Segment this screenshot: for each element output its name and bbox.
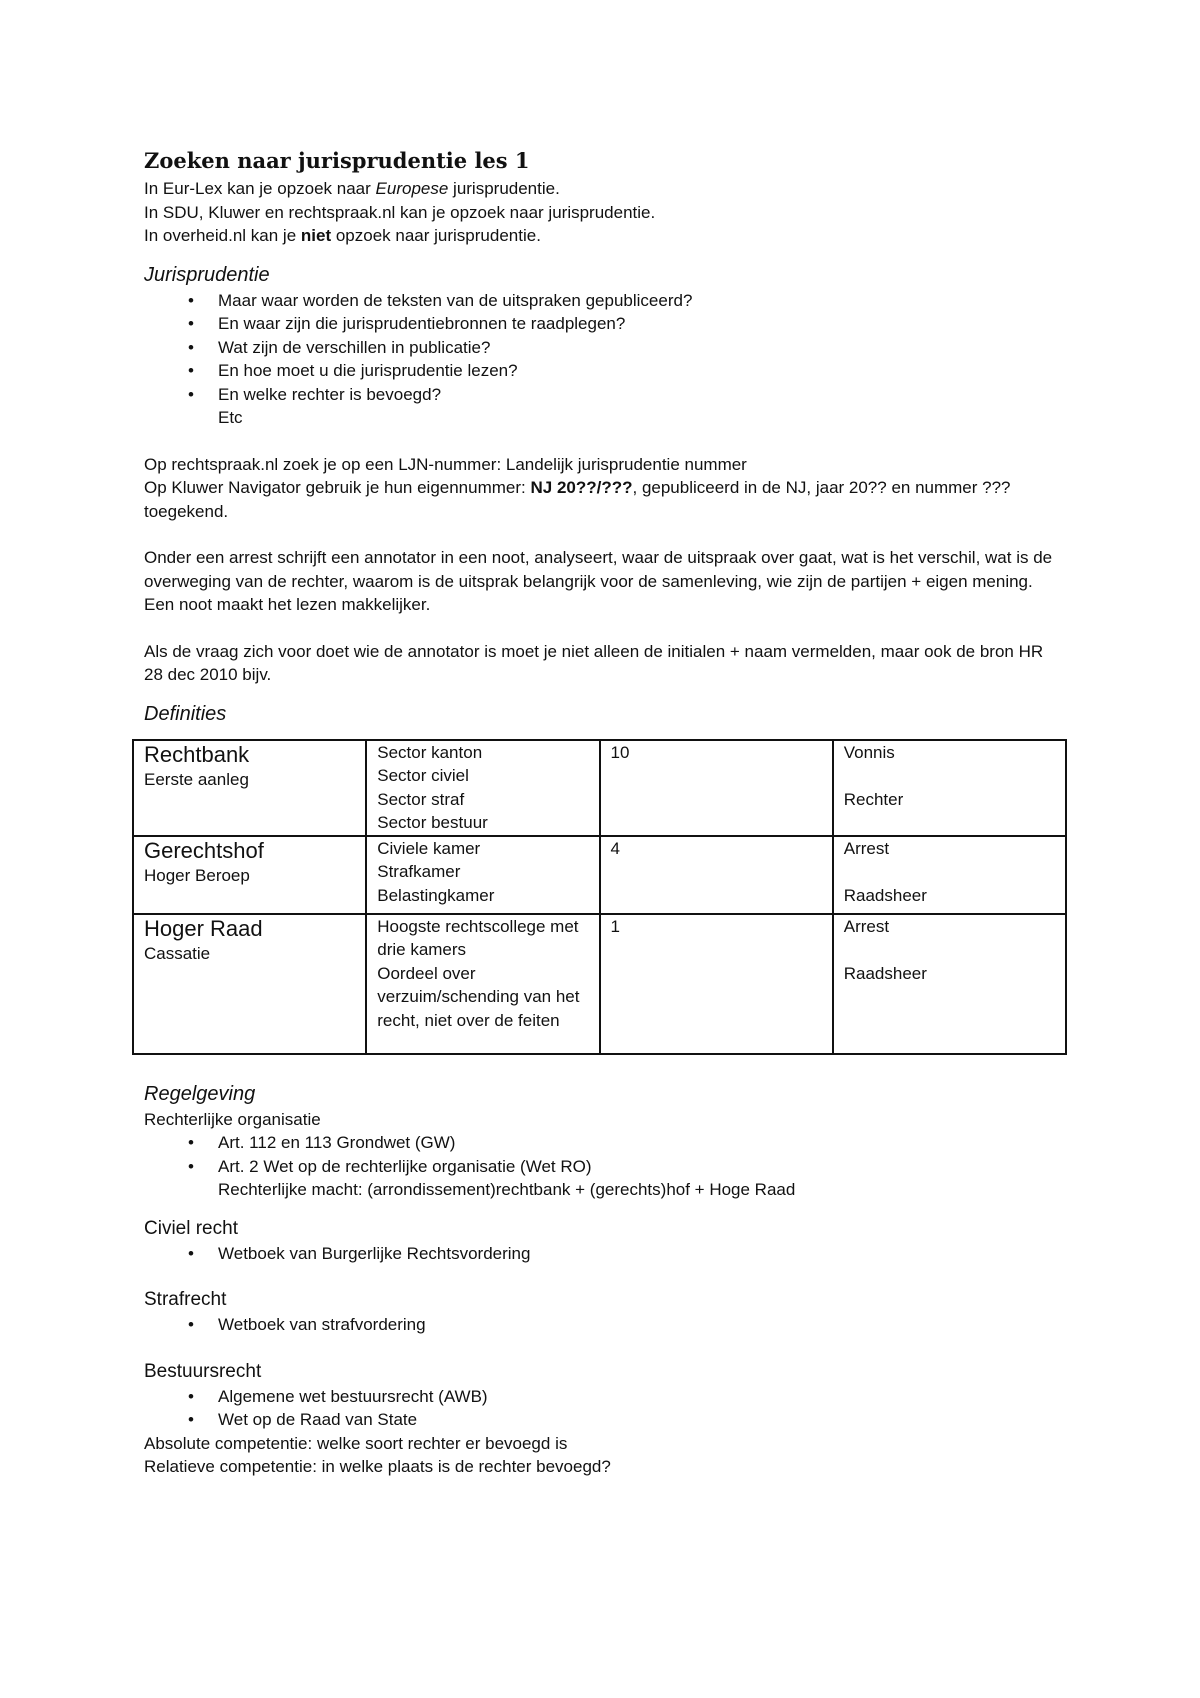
decision-cell [833,914,1066,1054]
table-row [133,740,1066,836]
ljn-line: Op rechtspraak.nl zoek je op een LJN-nummer: Landelijk jurisprudentie nummer [144,454,747,474]
decision-cell [833,740,1066,836]
decision-type: Arrest [843,838,890,858]
decision-type: Arrest [843,916,890,936]
heading-regelgeving: Regelgeving [144,1082,256,1105]
decision-type: Vonnis [843,742,895,762]
court-name: Hoger Raad [144,915,263,941]
table-row [133,914,1066,1054]
bullet-icon: • [188,1410,194,1429]
court-name: Rechtbank [144,741,250,767]
list-item: • Maar waar worden de teksten van de uitspraken gepubliceerd? [144,289,1064,313]
regelgeving-bullet-list [144,1131,1064,1178]
vraag-paragraph: Als de vraag zich voor doet wie de annotator is moet je niet alleen de initialen + naam vermelden, maar ook de bron HR 28 dec 2010 bijv. [144,641,1044,684]
absolute-competentie: Absolute competentie: welke soort rechter er bevoegd is [144,1433,568,1453]
intro-line-eurlex: In Eur-Lex kan je opzoek naar Europese jurisprudentie. [144,179,560,198]
list-item: • Art. 2 Wet op de rechterlijke organisatie (Wet RO) [144,1155,1064,1179]
list-item: • Algemene wet bestuursrecht (AWB) [144,1385,1064,1409]
court-instance: Hoger Beroep [144,865,250,885]
civiel-bullet-list [144,1242,1064,1266]
definities-table [132,739,1067,1055]
court-instance: Cassatie [144,943,211,963]
list-item: • Wetboek van strafvordering [144,1313,1064,1337]
list-item: • En waar zijn die jurisprudentiebronnen te raadplegen? [144,312,1064,336]
bullet-icon: • [188,1315,194,1334]
nj-number: NJ 20??/??? [530,478,633,497]
list-item: • En welke rechter is bevoegd? [144,383,1064,407]
bullet-icon: • [188,1133,194,1152]
sectors-cell: Civiele kamer Strafkamer Belastingkamer [366,836,599,914]
judge-title: Raadsheer [843,885,927,905]
heading-definities: Definities [144,702,227,725]
bullet-icon: • [188,384,194,404]
subheading-rechterlijke-organisatie: Rechterlijke organisatie [144,1109,321,1129]
straf-bullet-list [144,1313,1064,1337]
table-row [133,836,1066,914]
emphasis-europese: Europese [375,179,449,198]
rechterlijke-macht-line: Rechterlijke macht: (arrondissement)rechtbank + (gerechts)hof + Hoge Raad [218,1180,796,1199]
court-cell [133,740,366,836]
list-item: • Art. 112 en 113 Grondwet (GW) [144,1131,1064,1155]
count-cell: 10 [600,740,833,836]
document-page [144,148,1064,1479]
intro-line-sdu: In SDU, Kluwer en rechtspraak.nl kan je opzoek naar jurisprudentie. [144,202,656,222]
court-name: Gerechtshof [144,837,264,863]
court-cell [133,836,366,914]
bullet-icon: • [188,1243,194,1263]
bullet-icon: • [188,1386,194,1406]
annotator-paragraph: Onder een arrest schrijft een annotator in een noot, analyseert, waar de uitspraak over gaat, wat is het verschil, wat is de overweging van de rechter, waarom is de uitsprak belangrijk voor de samenleving, wie zijn de partijen + eigen mening. Een noot maakt het lezen makkelijker. [144,548,1053,614]
list-item: • Wat zijn de verschillen in publicatie? [144,336,1064,360]
emphasis-niet: niet [300,226,332,245]
court-instance: Eerste aanleg [144,769,249,789]
heading-strafrecht: Strafrecht [144,1289,227,1310]
bullet-icon: • [188,1156,194,1176]
kluwer-line: Op Kluwer Navigator gebruik je hun eigennummer: NJ 20??/???, gepubliceerd in de NJ, jaar 20?? en nummer ??? toegekend. [144,478,1011,521]
judge-title: Raadsheer [843,963,927,983]
decision-cell [833,836,1066,914]
heading-civiel-recht: Civiel recht [144,1217,238,1239]
bullet-icon: • [188,337,194,357]
list-item: • Wet op de Raad van State [144,1408,1064,1432]
jurisprudentie-bullet-list [144,289,1064,407]
court-cell [133,914,366,1054]
list-item: • Wetboek van Burgerlijke Rechtsvordering [144,1242,1064,1266]
count-cell: 4 [600,836,833,914]
etc-text: Etc [218,408,243,427]
list-item: • En hoe moet u die jurisprudentie lezen? [144,359,1064,383]
judge-title: Rechter [843,789,904,809]
bullet-icon: • [188,314,194,333]
bullet-icon: • [188,361,194,380]
count-cell: 1 [600,914,833,1054]
heading-jurisprudentie: Jurisprudentie [144,263,270,286]
sectors-cell: Hoogste rechtscollege met drie kamers Oordeel over verzuim/schending van het recht, niet over de feiten [366,914,599,1054]
intro-line-overheid: In overheid.nl kan je niet opzoek naar jurisprudentie. [144,226,541,245]
bestuur-bullet-list [144,1385,1064,1432]
sectors-cell: Sector kanton Sector civiel Sector straf Sector bestuur [366,740,599,836]
bullet-icon: • [188,290,194,310]
heading-bestuursrecht: Bestuursrecht [144,1360,262,1382]
document-title: Zoeken naar jurisprudentie les 1 [144,148,530,173]
relatieve-competentie: Relatieve competentie: in welke plaats is de rechter bevoegd? [144,1457,611,1476]
